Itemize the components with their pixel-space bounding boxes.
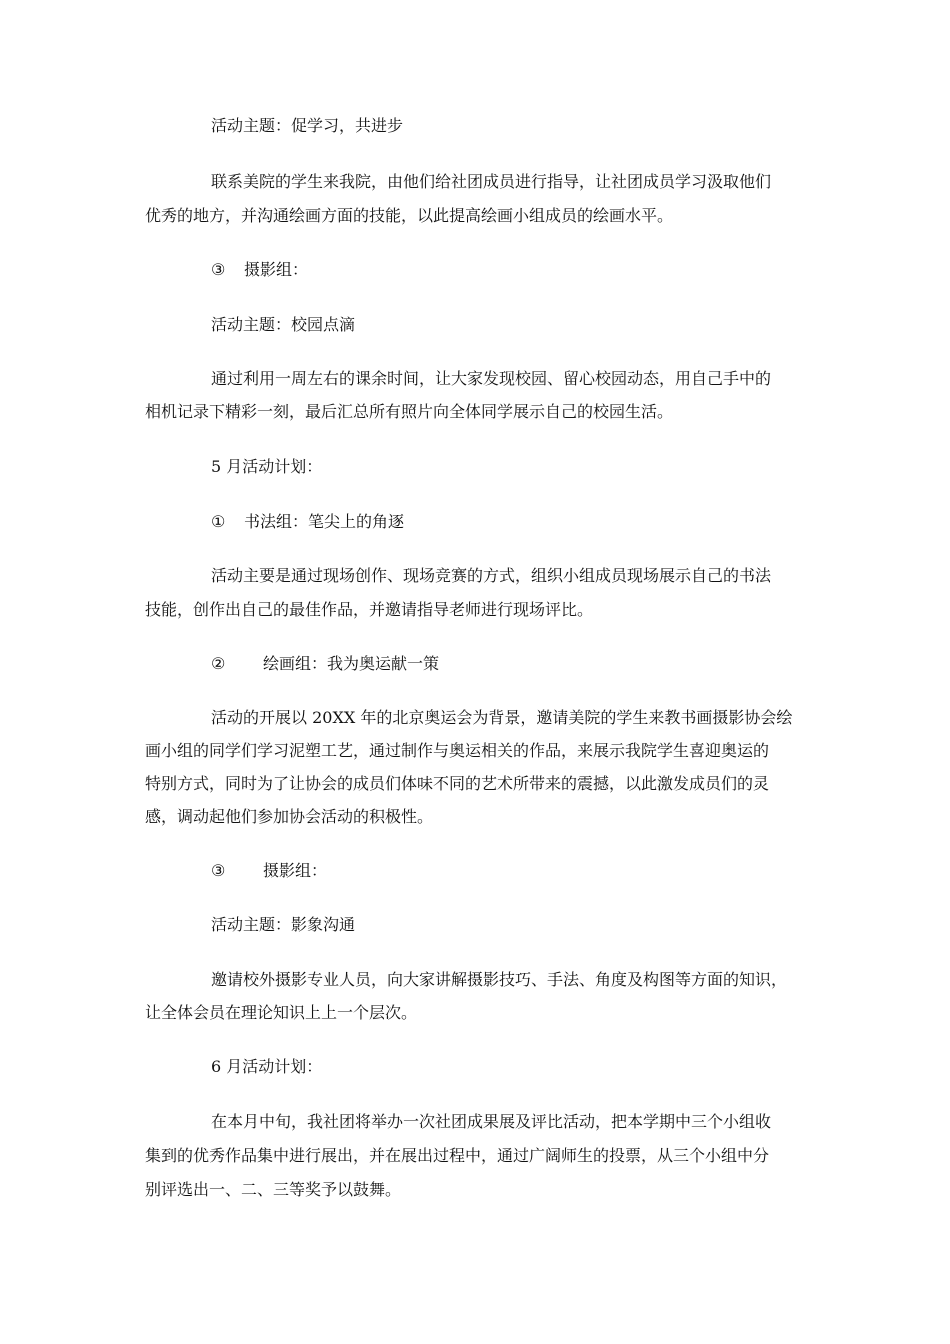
paragraph-1-line-1: 联系美院的学生来我院，由他们给社团成员进行指导，让社团成员学习汲取他们	[211, 172, 772, 191]
list-marker-3a: ③	[211, 260, 226, 279]
list-marker-1: ①	[211, 512, 226, 531]
paragraph-4-line-1: 活动的开展以 20XX 年的北京奥运会为背景，邀请美院的学生来教书画摄影协会绘	[211, 708, 793, 727]
paragraph-6-line-1: 在本月中旬，我社团将举办一次社团成果展及评比活动，把本学期中三个小组收	[211, 1112, 772, 1131]
paragraph-4-line-3: 特别方式，同时为了让协会的成员们体味不同的艺术所带来的震撼，以此激发成员们的灵	[145, 774, 770, 793]
list-marker-3b: ③	[211, 861, 226, 880]
paragraph-1-line-2: 优秀的地方，并沟通绘画方面的技能，以此提高绘画小组成员的绘画水平。	[145, 206, 674, 225]
paragraph-3-line-2: 技能，创作出自己的最佳作品，并邀请指导老师进行现场评比。	[145, 600, 594, 619]
list-marker-2: ②	[211, 654, 226, 673]
paragraph-5-line-2: 让全体会员在理论知识上上一个层次。	[145, 1003, 418, 1022]
calligraphy-group-label: 书法组：笔尖上的角逐	[244, 512, 405, 531]
photography-group-label-2: 摄影组：	[263, 861, 328, 880]
may-plan-heading: 5 月活动计划：	[211, 457, 323, 476]
photography-group-label-1: 摄影组：	[244, 260, 309, 279]
paragraph-4-line-4: 感，调动起他们参加协会活动的积极性。	[145, 807, 434, 826]
theme-heading-2: 活动主题：校园点滴	[211, 315, 356, 334]
paragraph-4-line-2: 画小组的同学们学习泥塑工艺，通过制作与奥运相关的作品，来展示我院学生喜迎奥运的	[145, 741, 770, 760]
paragraph-3-line-1: 活动主要是通过现场创作、现场竞赛的方式，组织小组成员现场展示自己的书法	[211, 566, 772, 585]
painting-group-label: 绘画组：我为奥运献一策	[263, 654, 440, 673]
june-plan-heading: 6 月活动计划：	[211, 1057, 323, 1076]
theme-heading-3: 活动主题：影象沟通	[211, 915, 356, 934]
paragraph-5-line-1: 邀请校外摄影专业人员，向大家讲解摄影技巧、手法、角度及构图等方面的知识，	[211, 970, 788, 989]
theme-heading-1: 活动主题：促学习，共进步	[211, 116, 404, 135]
paragraph-2-line-2: 相机记录下精彩一刻，最后汇总所有照片向全体同学展示自己的校园生活。	[145, 402, 674, 421]
paragraph-6-line-3: 别评选出一、二、三等奖予以鼓舞。	[145, 1180, 402, 1199]
paragraph-2-line-1: 通过利用一周左右的课余时间，让大家发现校园、留心校园动态，用自己手中的	[211, 369, 772, 388]
paragraph-6-line-2: 集到的优秀作品集中进行展出，并在展出过程中，通过广阔师生的投票，从三个小组中分	[145, 1146, 770, 1165]
